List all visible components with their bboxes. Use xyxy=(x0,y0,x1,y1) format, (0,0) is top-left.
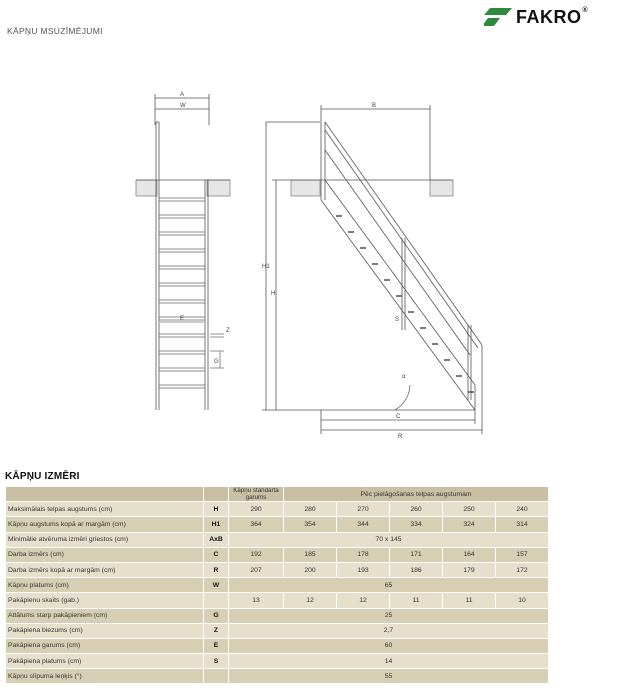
row-label: Pakāpiena biezums (cm) xyxy=(6,623,204,638)
label-C: C xyxy=(396,414,401,420)
label-H: H xyxy=(271,291,276,297)
row-symbol: C xyxy=(204,547,229,562)
label-B: B xyxy=(372,103,377,109)
row-label: Kāpņu platums (cm) xyxy=(6,578,204,593)
table-header-row xyxy=(6,487,549,502)
row-value: 157 xyxy=(496,547,549,562)
row-value: 13 xyxy=(229,593,284,608)
label-S: S xyxy=(395,317,400,323)
row-value: 200 xyxy=(284,562,337,577)
table-row xyxy=(6,532,549,547)
row-symbol: H1 xyxy=(204,517,229,532)
table-row xyxy=(6,654,549,669)
row-label: Pakāpiena platums (cm) xyxy=(6,654,204,669)
table-row xyxy=(6,623,549,638)
row-value: 207 xyxy=(229,562,284,577)
stair-drawing xyxy=(0,80,617,450)
row-value: 14 xyxy=(229,654,549,669)
row-value: 364 xyxy=(229,517,284,532)
row-symbol xyxy=(204,669,229,684)
row-value: 270 xyxy=(337,502,390,517)
row-value: 70 x 145 xyxy=(229,532,549,547)
table-row xyxy=(6,608,549,623)
table-row xyxy=(6,578,549,593)
table-title: KĀPŅU IZMĒRI xyxy=(5,471,80,482)
row-value: 65 xyxy=(229,578,549,593)
row-value: 55 xyxy=(229,669,549,684)
table-row xyxy=(6,593,549,608)
row-value: 11 xyxy=(443,593,496,608)
row-value: 179 xyxy=(443,562,496,577)
row-value: 192 xyxy=(229,547,284,562)
row-value: 334 xyxy=(390,517,443,532)
row-value: 25 xyxy=(229,608,549,623)
label-Z: Z xyxy=(226,328,230,334)
row-value: 171 xyxy=(390,547,443,562)
label-angle: α xyxy=(402,374,406,380)
label-A: A xyxy=(180,92,185,98)
row-value: 2,7 xyxy=(229,623,549,638)
row-symbol: AxB xyxy=(204,532,229,547)
row-label: Maksimālais telpas augstums (cm) xyxy=(6,502,204,517)
row-label: Minimālie atvēruma izmēri griestos (cm) xyxy=(6,532,204,547)
row-label: Attālums starp pakāpieniem (cm) xyxy=(6,608,204,623)
label-R: R xyxy=(398,434,403,440)
label-E: E xyxy=(180,316,185,322)
logo-mark-icon xyxy=(484,8,512,26)
row-label: Pakāpienu skaits (gab.) xyxy=(6,593,204,608)
row-value: 164 xyxy=(443,547,496,562)
brand-name: FAKRO® xyxy=(516,6,589,27)
label-G: G xyxy=(214,359,219,365)
dimensions-table xyxy=(5,486,549,684)
row-label: Darba izmērs (cm) xyxy=(6,547,204,562)
row-label: Pakāpiena garums (cm) xyxy=(6,638,204,653)
row-value: 344 xyxy=(337,517,390,532)
row-value: 10 xyxy=(496,593,549,608)
side-floor-slab xyxy=(291,180,453,196)
row-value: 12 xyxy=(337,593,390,608)
row-value: 324 xyxy=(443,517,496,532)
row-value: 354 xyxy=(284,517,337,532)
label-H1: H1 xyxy=(262,264,270,270)
row-value: 260 xyxy=(390,502,443,517)
front-floor-slab xyxy=(136,180,230,196)
row-value: 193 xyxy=(337,562,390,577)
row-symbol: G xyxy=(204,608,229,623)
row-value: 185 xyxy=(284,547,337,562)
row-value: 11 xyxy=(390,593,443,608)
table-row xyxy=(6,517,549,532)
header-blank xyxy=(6,487,204,502)
table-row xyxy=(6,547,549,562)
header-blank xyxy=(204,487,229,502)
fakro-logo xyxy=(484,6,588,28)
row-label: Kāpņu augstums kopā ar margām (cm) xyxy=(6,517,204,532)
row-label: Darba izmērs kopā ar margām (cm) xyxy=(6,562,204,577)
row-symbol xyxy=(204,593,229,608)
header-adjusted: Pēc pielāgošanas telpas augstumam xyxy=(284,487,549,502)
row-value: 178 xyxy=(337,547,390,562)
row-symbol: H xyxy=(204,502,229,517)
row-symbol: E xyxy=(204,638,229,653)
row-value: 290 xyxy=(229,502,284,517)
row-value: 186 xyxy=(390,562,443,577)
header-standard-length: Kāpņu standarta garums xyxy=(229,487,284,502)
label-W: W xyxy=(180,103,186,109)
row-value: 280 xyxy=(284,502,337,517)
row-value: 250 xyxy=(443,502,496,517)
table-row xyxy=(6,562,549,577)
row-value: 240 xyxy=(496,502,549,517)
table-row xyxy=(6,638,549,653)
row-value: 314 xyxy=(496,517,549,532)
row-symbol: Z xyxy=(204,623,229,638)
page-subtitle: KĀPŅU MSUZĪMĒJUMI xyxy=(7,26,103,36)
row-value: 12 xyxy=(284,593,337,608)
row-symbol: S xyxy=(204,654,229,669)
table-row xyxy=(6,669,549,684)
table-row xyxy=(6,502,549,517)
row-value: 60 xyxy=(229,638,549,653)
row-symbol: W xyxy=(204,578,229,593)
row-value: 172 xyxy=(496,562,549,577)
row-label: Kāpņu slīpuma leņķis (°) xyxy=(6,669,204,684)
row-symbol: R xyxy=(204,562,229,577)
